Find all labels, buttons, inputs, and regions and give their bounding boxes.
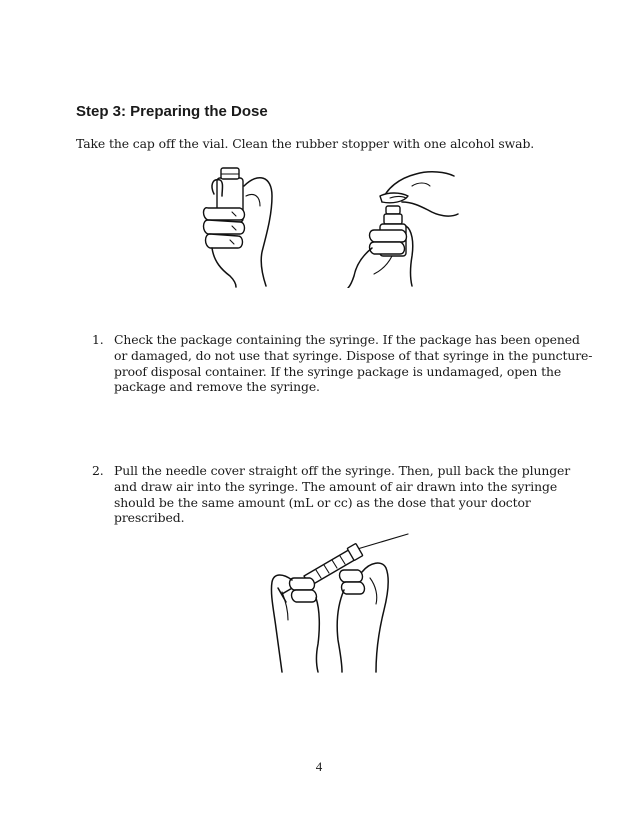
step-number: 1. bbox=[92, 332, 104, 347]
intro-text: Take the cap off the vial. Clean the rubber stopper with one alcohol swab. bbox=[76, 136, 535, 151]
hand-holding-vial-illustration bbox=[200, 166, 290, 288]
hands-drawing-air-into-syringe-illustration bbox=[266, 532, 412, 674]
section-heading: Step 3: Preparing the Dose bbox=[76, 103, 268, 120]
step-number: 2. bbox=[92, 463, 104, 478]
step-text: Check the package containing the syringe. If the package has been opened or damaged, do not use that syringe. Dispose of that syringe in the puncture-proof disposal container. If the syringe package is undamaged, open the package and remove the syringe. bbox=[114, 332, 593, 395]
list-item bbox=[92, 332, 594, 395]
page-number: 4 bbox=[315, 759, 323, 774]
step-text: Pull the needle cover straight off the syringe. Then, pull back the plunger and draw air into the syringe. The amount of air drawn into the syringe should be the same amount (mL or cc) as the dose that your doctor prescribed. bbox=[114, 463, 571, 526]
hand-cleaning-stopper-illustration bbox=[342, 166, 466, 288]
list-item bbox=[92, 463, 594, 526]
